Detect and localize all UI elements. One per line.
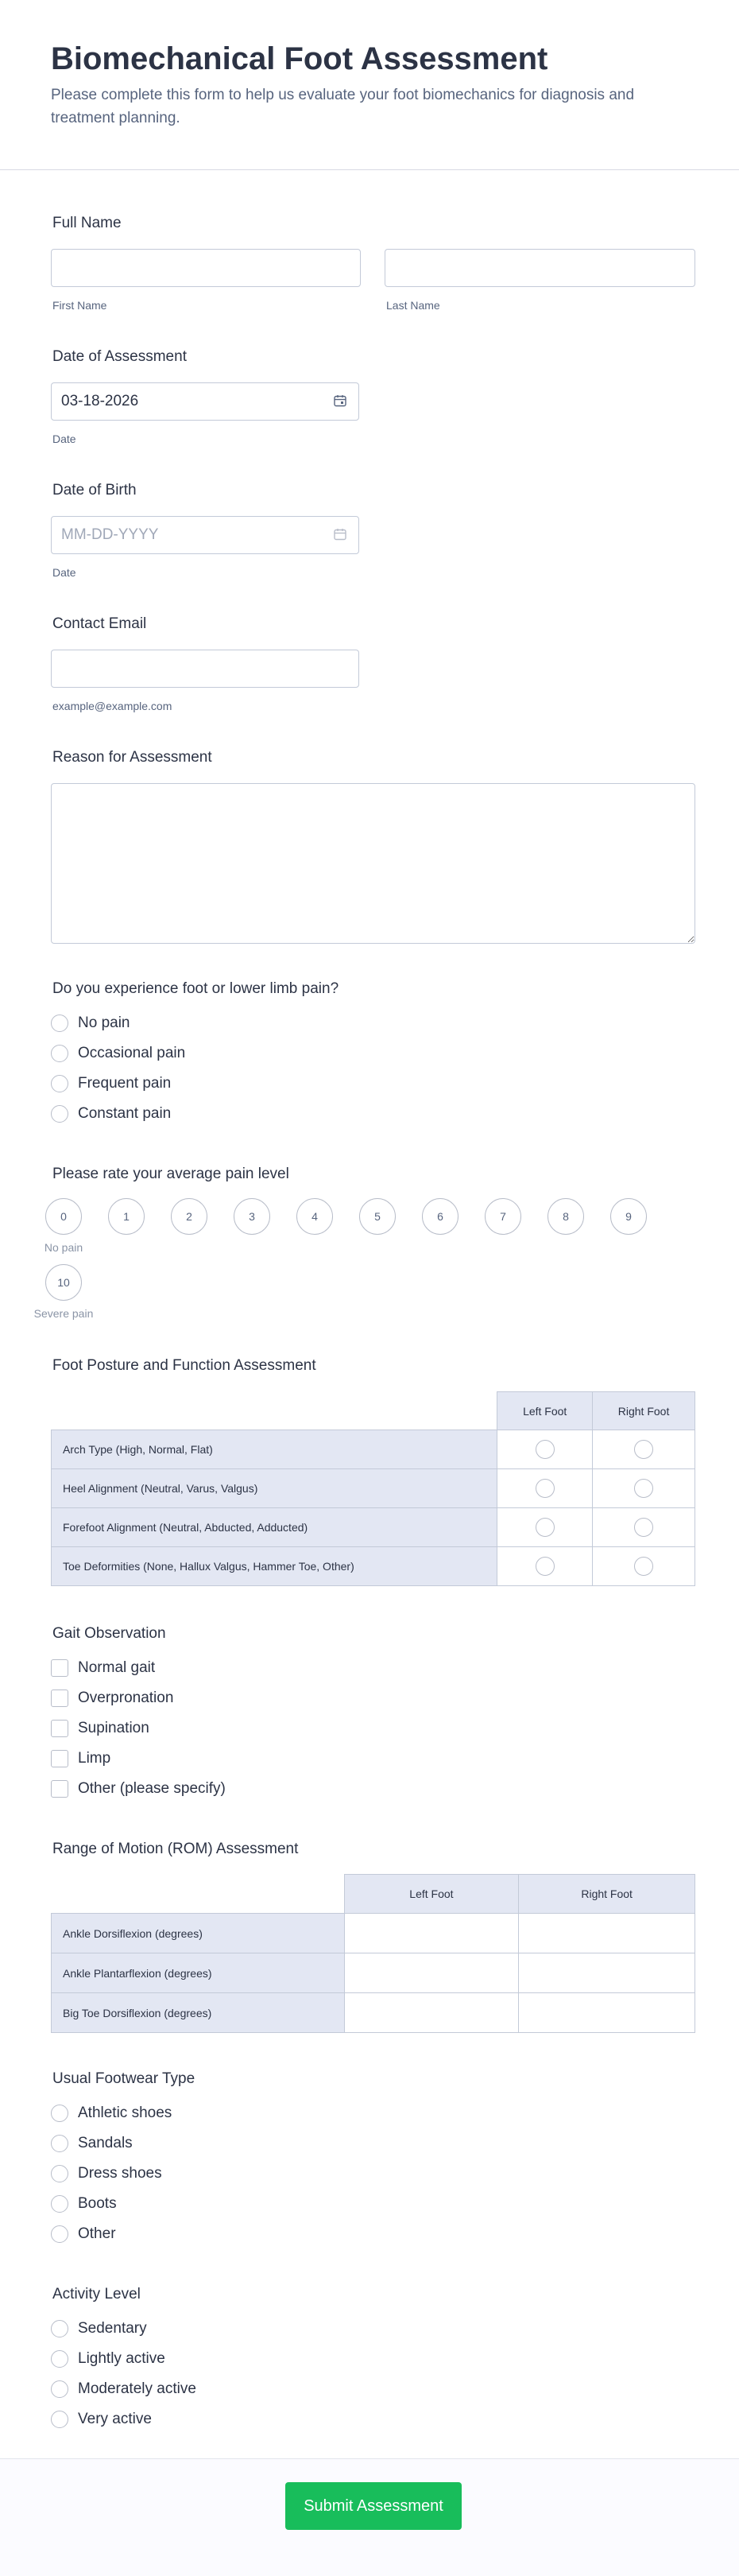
first-name-input[interactable] [51, 249, 361, 287]
scale-option-8[interactable]: 8 [546, 1198, 586, 1235]
reason-textarea[interactable] [51, 783, 695, 944]
page-title: Biomechanical Foot Assessment [51, 41, 548, 76]
gait-option-label: Overpronation [78, 1690, 174, 1706]
radio-circle[interactable] [51, 2135, 68, 2152]
activity-option-label: Very active [78, 2411, 152, 2427]
activity-option[interactable] [51, 2374, 196, 2404]
gait-option[interactable] [51, 1683, 226, 1713]
posture-matrix [51, 1391, 695, 1586]
activity-option-label: Moderately active [78, 2380, 196, 2397]
checkbox[interactable] [51, 1659, 68, 1677]
footwear-option[interactable] [51, 2128, 172, 2159]
rom-input-cell[interactable] [519, 1914, 695, 1953]
pain-option[interactable] [51, 1008, 185, 1038]
matrix-cell[interactable] [497, 1469, 593, 1508]
scale-option-1[interactable]: 1 [106, 1198, 146, 1235]
radio-circle[interactable] [634, 1557, 653, 1576]
gait-option-label: Normal gait [78, 1659, 156, 1676]
first-name-sublabel: First Name [52, 299, 107, 312]
footwear-options [51, 2098, 172, 2249]
rom-matrix [51, 1874, 695, 2033]
table-row [52, 1993, 695, 2033]
radio-circle[interactable] [51, 2411, 68, 2428]
activity-option-label: Lightly active [78, 2350, 165, 2367]
footwear-option-label: Athletic shoes [78, 2105, 172, 2121]
birth-date-sublabel: Date [52, 566, 76, 579]
gait-options [51, 1653, 226, 1804]
radio-circle[interactable] [536, 1557, 555, 1576]
footwear-label: Usual Footwear Type [52, 2070, 195, 2087]
footwear-option[interactable] [51, 2219, 172, 2249]
radio-circle[interactable] [536, 1518, 555, 1537]
birth-date-input[interactable] [51, 516, 359, 554]
matrix-cell[interactable] [593, 1469, 695, 1508]
scale-option-7[interactable]: 7 [483, 1198, 523, 1235]
pain-option-label: Occasional pain [78, 1045, 186, 1061]
checkbox[interactable] [51, 1690, 68, 1707]
gait-option[interactable] [51, 1713, 226, 1744]
form-header [0, 0, 739, 170]
reason-label: Reason for Assessment [52, 749, 212, 766]
radio-circle[interactable] [51, 2195, 68, 2213]
activity-options [51, 2314, 196, 2434]
assessment-date-sublabel: Date [52, 433, 76, 445]
gait-option[interactable] [51, 1774, 226, 1804]
scale-option-2[interactable]: 2 [169, 1198, 209, 1235]
birth-date-placeholder: MM-DD-YYYY [61, 526, 159, 543]
footwear-option[interactable] [51, 2098, 172, 2128]
radio-circle[interactable] [634, 1440, 653, 1459]
rom-input-cell[interactable] [519, 1993, 695, 2033]
gait-option[interactable] [51, 1744, 226, 1774]
scale-option-0[interactable]: 0 No pain [44, 1198, 83, 1235]
posture-row-label: Arch Type (High, Normal, Flat) [52, 1430, 497, 1469]
matrix-cell[interactable] [497, 1508, 593, 1547]
radio-circle[interactable] [634, 1479, 653, 1498]
scale-option-5[interactable]: 5 [358, 1198, 397, 1235]
posture-row-label: Forefoot Alignment (Neutral, Abducted, Adducted) [52, 1508, 497, 1547]
footwear-option-label: Boots [78, 2195, 117, 2212]
birth-date-label: Date of Birth [52, 482, 137, 499]
radio-circle[interactable] [51, 1075, 68, 1092]
scale-option-10[interactable]: 10 Severe pain [44, 1264, 83, 1301]
footwear-option-label: Dress shoes [78, 2165, 162, 2182]
radio-circle[interactable] [51, 1014, 68, 1032]
page-subtitle: Please complete this form to help us evaluate your foot biomechanics for diagnosis and treatment planning. [51, 87, 635, 126]
activity-option[interactable] [51, 2404, 196, 2434]
rom-input-cell[interactable] [519, 1953, 695, 1993]
gait-label: Gait Observation [52, 1625, 166, 1642]
email-sublabel: example@example.com [52, 700, 172, 712]
footwear-option-label: Other [78, 2225, 116, 2242]
submit-button[interactable]: Submit Assessment [285, 2482, 462, 2530]
matrix-cell[interactable] [593, 1430, 695, 1469]
activity-option-label: Sedentary [78, 2320, 147, 2337]
table-row [52, 1469, 695, 1508]
footwear-option[interactable] [51, 2189, 172, 2219]
pain-rating-label: Please rate your average pain level [52, 1166, 289, 1182]
pain-option-label: Constant pain [78, 1105, 172, 1122]
rom-row-label: Ankle Dorsiflexion (degrees) [52, 1914, 345, 1953]
scale-option-6[interactable]: 6 [420, 1198, 460, 1235]
checkbox[interactable] [51, 1720, 68, 1737]
rom-input-cell[interactable] [344, 1914, 519, 1953]
rom-row-label: Ankle Plantarflexion (degrees) [52, 1953, 345, 1993]
radio-circle[interactable] [51, 2320, 68, 2337]
posture-col-right: Right Foot [593, 1392, 695, 1430]
pain-option[interactable] [51, 1069, 185, 1099]
matrix-corner [52, 1392, 497, 1430]
radio-circle[interactable] [51, 2380, 68, 2398]
rom-col-left: Left Foot [344, 1875, 519, 1914]
pain-option[interactable] [51, 1038, 185, 1069]
posture-row-label: Heel Alignment (Neutral, Varus, Valgus) [52, 1469, 497, 1508]
radio-circle[interactable] [51, 2165, 68, 2182]
matrix-corner [52, 1875, 345, 1914]
rom-row-label: Big Toe Dorsiflexion (degrees) [52, 1993, 345, 2033]
scale-max-caption: Severe pain [33, 1307, 94, 1320]
radio-circle[interactable] [51, 2105, 68, 2122]
table-row [52, 1953, 695, 1993]
last-name-sublabel: Last Name [386, 299, 440, 312]
radio-circle[interactable] [536, 1479, 555, 1498]
scale-option-9[interactable]: 9 [609, 1198, 648, 1235]
scale-option-4[interactable]: 4 [295, 1198, 335, 1235]
email-input[interactable] [51, 650, 359, 688]
rom-input-cell[interactable] [344, 1953, 519, 1993]
pain-label: Do you experience foot or lower limb pain? [52, 980, 339, 997]
footwear-option-label: Sandals [78, 2135, 133, 2151]
matrix-cell[interactable] [593, 1547, 695, 1586]
full-name-label: Full Name [52, 215, 122, 231]
checkbox[interactable] [51, 1780, 68, 1798]
assessment-date-input[interactable] [51, 382, 359, 421]
posture-label: Foot Posture and Function Assessment [52, 1357, 316, 1374]
assessment-date-value: 03-18-2026 [61, 393, 139, 409]
calendar-icon[interactable] [333, 394, 347, 408]
activity-option[interactable] [51, 2344, 196, 2374]
activity-option[interactable] [51, 2314, 196, 2344]
assessment-date-label: Date of Assessment [52, 348, 187, 365]
pain-option[interactable] [51, 1099, 185, 1129]
footwear-option[interactable] [51, 2159, 172, 2189]
gait-option[interactable] [51, 1653, 226, 1683]
gait-option-label: Other (please specify) [78, 1780, 226, 1797]
email-label: Contact Email [52, 615, 147, 632]
table-row [52, 1430, 695, 1469]
radio-circle[interactable] [51, 1105, 68, 1123]
rom-col-right: Right Foot [519, 1875, 695, 1914]
radio-circle[interactable] [536, 1440, 555, 1459]
pain-options [51, 1008, 185, 1129]
matrix-cell[interactable] [593, 1508, 695, 1547]
matrix-cell[interactable] [497, 1430, 593, 1469]
radio-circle[interactable] [51, 2225, 68, 2243]
rom-input-cell[interactable] [344, 1993, 519, 2033]
scale-option-3[interactable]: 3 [232, 1198, 272, 1235]
table-row [52, 1547, 695, 1586]
table-row [52, 1508, 695, 1547]
posture-row-label: Toe Deformities (None, Hallux Valgus, Hammer Toe, Other) [52, 1547, 497, 1586]
calendar-icon[interactable] [333, 527, 347, 541]
pain-option-label: Frequent pain [78, 1075, 172, 1092]
rom-label: Range of Motion (ROM) Assessment [52, 1841, 299, 1857]
gait-option-label: Limp [78, 1750, 111, 1767]
activity-label: Activity Level [52, 2286, 141, 2302]
checkbox[interactable] [51, 1750, 68, 1767]
last-name-input[interactable] [385, 249, 695, 287]
matrix-cell[interactable] [497, 1547, 593, 1586]
gait-option-label: Supination [78, 1720, 149, 1736]
table-row [52, 1914, 695, 1953]
pain-option-label: No pain [78, 1014, 130, 1031]
posture-col-left: Left Foot [497, 1392, 593, 1430]
radio-circle[interactable] [51, 2350, 68, 2368]
scale-min-caption: No pain [44, 1241, 83, 1254]
radio-circle[interactable] [51, 1045, 68, 1062]
radio-circle[interactable] [634, 1518, 653, 1537]
